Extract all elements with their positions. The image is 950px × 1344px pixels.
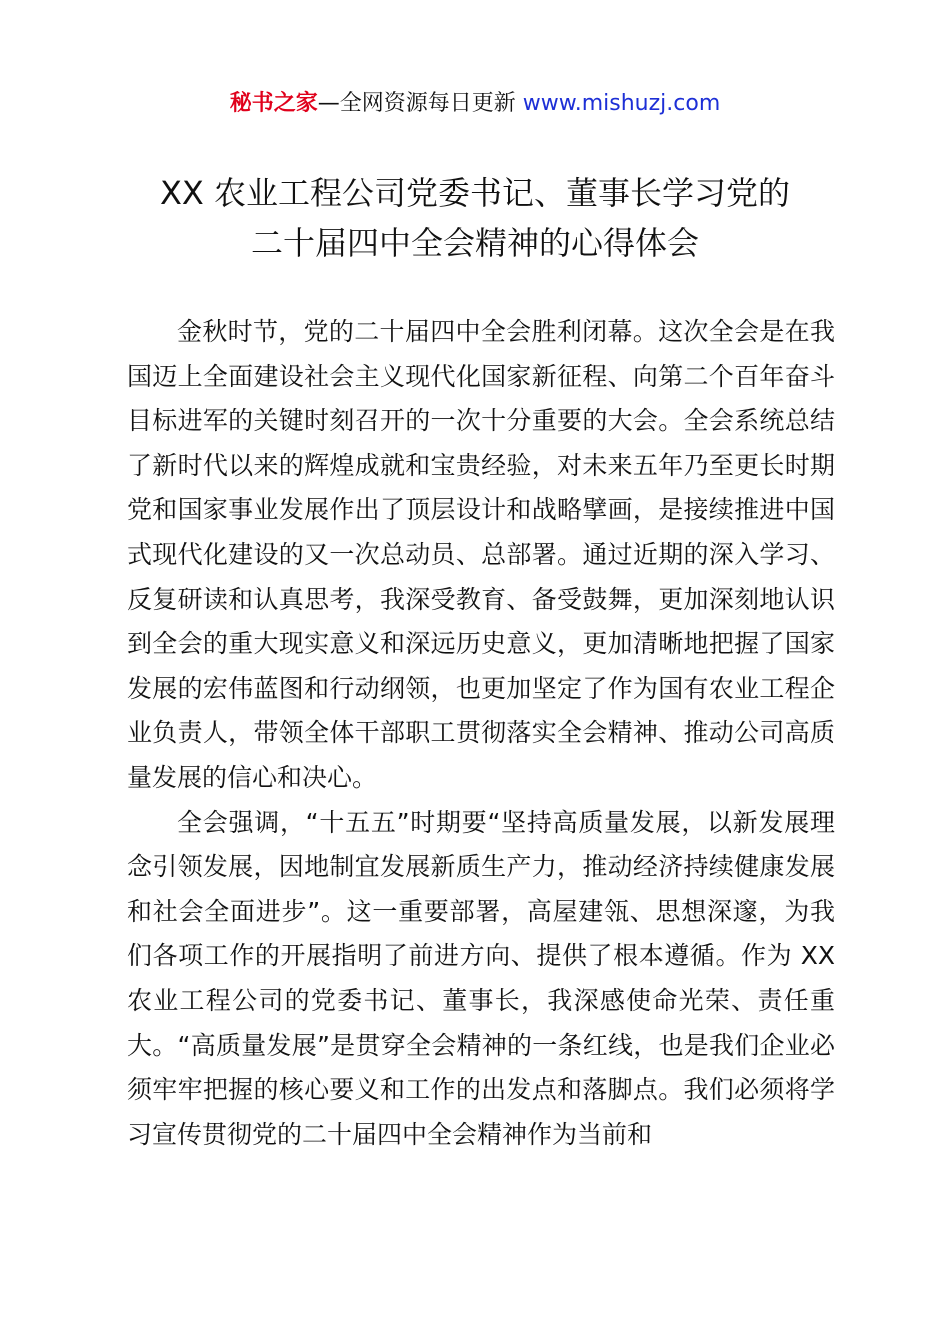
document-title — [0, 168, 950, 268]
site-brand: 秘书之家 — [229, 91, 318, 116]
title-line-1: XX 农业工程公司党委书记、董事长学习党的 — [159, 174, 791, 212]
title-line-2: 二十届四中全会精神的心得体会 — [250, 224, 699, 262]
paragraph-2: 全会强调，“十五五”时期要“坚持高质量发展，以新发展理念引领发展，因地制宜发展新质生产力，推动经济持续健康发展和社会全面进步”。这一重要部署，高屋建瓴、思想深邃，为我们各项工作的开展指明了前进方向、提供了根本遵循。作为 XX 农业工程公司的党委书记、董事长，我深感使命光荣、责任重大。“高质量发展”是贯穿全会精神的一条红线，也是我们企业必须牢牢把握的核心要义和工作的出发点和落脚点。我们必须将学习宣传贯彻党的二十届四中全会精神作为当前和 — [127, 807, 835, 1149]
paragraph-1: 金秋时节，党的二十届四中全会胜利闭幕。这次全会是在我国迈上全面建设社会主义现代化国家新征程、向第二个百年奋斗目标进军的关键时刻召开的一次十分重要的大会。全会系统总结了新时代以来的辉煌成就和宝贵经验，对未来五年乃至更长时期党和国家事业发展作出了顶层设计和战略擘画，是接续推进中国式现代化建设的又一次总动员、总部署。通过近期的深入学习、反复研读和认真思考，我深受教育、备受鼓舞，更加深刻地认识到全会的重大现实意义和深远历史意义，更加清晰地把握了国家发展的宏伟蓝图和行动纲领，也更加坚定了作为国有农业工程企业负责人，带领全体干部职工贯彻落实全会精神、推动公司高质量发展的信心和决心。 — [127, 317, 835, 792]
site-tagline: —全网资源每日更新 — [317, 91, 516, 116]
document-body — [127, 310, 835, 1157]
site-url-link[interactable]: www.mishuzj.com — [522, 91, 721, 116]
site-header — [0, 86, 950, 122]
